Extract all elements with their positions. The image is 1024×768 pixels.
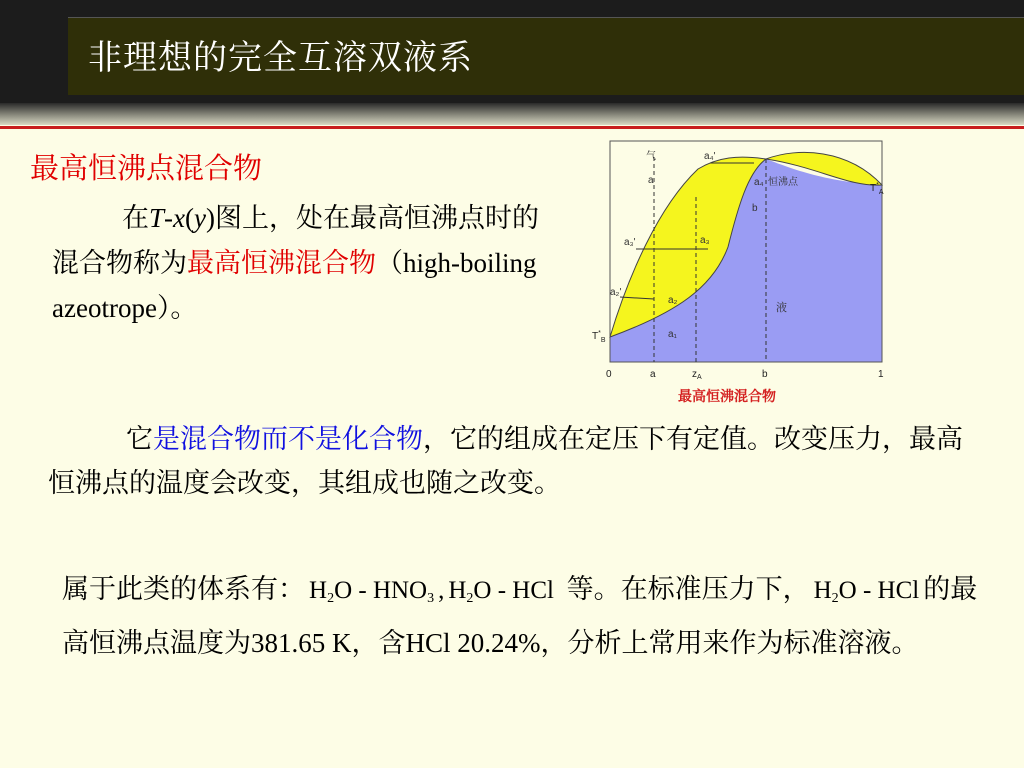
diagram-caption: 最高恒沸混合物 <box>678 388 776 404</box>
label-a4: a₄ <box>754 177 764 188</box>
ta-sup: * <box>876 182 879 189</box>
axis-tick-a: a <box>650 369 656 380</box>
f1-sub2: 3 <box>427 591 435 606</box>
axis-tick-0: 0 <box>606 369 612 380</box>
p1-text-a: 在 <box>122 203 149 234</box>
label-liquid: 液 <box>776 302 787 314</box>
red-rule <box>0 126 1024 129</box>
p3-text-e: ，分析上常用来作为标准溶液。 <box>540 628 919 659</box>
paragraph-examples <box>62 568 992 666</box>
p3-text-c: 的最高恒沸点温度为 <box>62 574 978 659</box>
p1-english-term: high-boiling azeotrope <box>52 248 537 323</box>
formula-h2o-hcl <box>448 577 554 604</box>
tb-main: T <box>592 331 599 342</box>
label-a1: a₁ <box>668 329 677 340</box>
label-a2: a₂ <box>668 295 678 306</box>
tb-sup: * <box>598 330 601 337</box>
label-gas: 气 <box>646 151 656 162</box>
p1-dash: - <box>164 203 174 233</box>
p1-y: y <box>194 203 206 233</box>
p2-text-b: ，它的组成在定压下有定值。改变压力，最高恒沸点的温度会改变，其组成也随之改变。 <box>48 424 963 499</box>
f3-h: H <box>813 577 832 604</box>
label-azeotrope: 恒沸点 <box>768 177 798 188</box>
p1-term: 最高恒沸混合物 <box>187 248 376 279</box>
label-a3p: a₃' <box>624 237 636 248</box>
p1-x: x <box>173 203 186 233</box>
label-a2p: a₂' <box>610 287 622 298</box>
axis-tick-b: b <box>762 369 768 380</box>
f1-h: H <box>309 577 328 604</box>
label-a4p: a₄' <box>704 151 716 162</box>
label-b: b <box>752 203 758 214</box>
tb-sub: B <box>600 337 606 344</box>
f2-rest: O - HCl <box>473 577 554 604</box>
f3-rest: O - HCl <box>838 577 920 604</box>
p1-rparen: ）。 <box>156 293 198 324</box>
p3-text-b: 等。在标准压力下， <box>557 574 810 605</box>
hcl-content: HCl 20.24% <box>405 628 541 658</box>
f2-h: H <box>448 577 467 604</box>
p1-rp: ) <box>206 203 215 233</box>
section-heading: 最高恒沸点混合物 <box>30 151 263 185</box>
header-separator <box>0 103 1024 125</box>
f2-sub1: 2 <box>466 591 474 606</box>
p2-text-a: 它 <box>126 424 153 455</box>
f1-rest: O - HNO <box>334 577 428 604</box>
formula-comma: , <box>438 577 445 604</box>
label-a: a <box>648 175 654 186</box>
za-sub: A <box>697 374 702 381</box>
formula-h2o-hcl-2 <box>814 577 920 604</box>
p2-emphasis: 是混合物而不是化合物 <box>153 424 423 455</box>
p1-lp: ( <box>185 203 195 233</box>
axis-tick-1: 1 <box>878 369 884 380</box>
slide-title: 非理想的完全互溶双液系 <box>88 38 473 78</box>
paragraph-definition <box>52 196 542 331</box>
f1-sub1: 2 <box>327 591 335 606</box>
za-main: z <box>692 369 697 380</box>
label-a3: a₃ <box>700 235 710 246</box>
formula-h2o-hno3 <box>309 577 434 604</box>
p3-text-a: 属于此类的体系有： <box>62 574 305 605</box>
phase-diagram <box>588 137 888 412</box>
azeotrope-temperature: 381.65 K <box>251 628 352 658</box>
ta-main: T <box>870 183 877 194</box>
p3-text-d: ，含 <box>351 628 406 659</box>
f3-sub1: 2 <box>831 591 839 606</box>
p1-lparen: （ <box>376 248 403 279</box>
p1-t: T <box>149 203 165 233</box>
p1-text-b: 图上，处在最高恒沸点时的混合物称为 <box>52 203 539 279</box>
paragraph-nature <box>48 418 978 506</box>
ta-sub: A <box>878 189 884 196</box>
